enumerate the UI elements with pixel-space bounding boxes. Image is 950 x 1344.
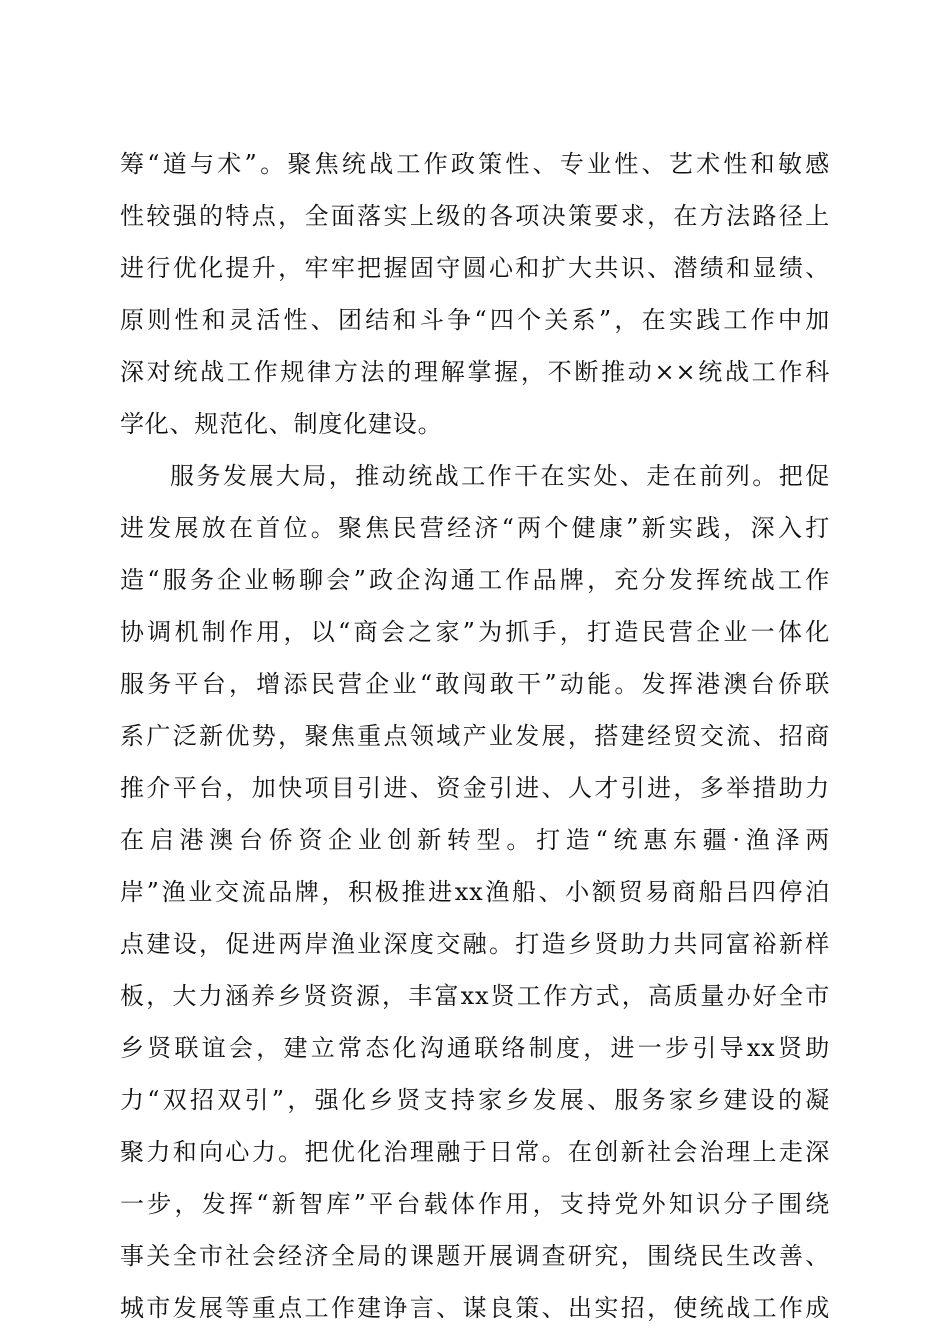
text-line: 筹“道与术”。聚焦统战工作政策性、专业性、艺术性和敏感 bbox=[120, 150, 830, 178]
text-line: 城市发展等重点工作建诤言、谋良策、出实招，使统战工作成 bbox=[120, 1294, 830, 1322]
text-line: 点建设，促进两岸渔业深度交融。打造乡贤助力共同富裕新样 bbox=[120, 930, 830, 958]
text-line: 服务平台，增添民营企业“敢闯敢干”动能。发挥港澳台侨联 bbox=[120, 670, 830, 698]
text-line: 事关全市社会经济全局的课题开展调查研究，围绕民生改善、 bbox=[120, 1242, 830, 1270]
text-line: 造“服务企业畅聊会”政企沟通工作品牌，充分发挥统战工作 bbox=[120, 566, 830, 594]
text-line: 性较强的特点，全面落实上级的各项决策要求，在方法路径上 bbox=[120, 202, 830, 230]
paragraph-first-line: 服务发展大局，推动统战工作干在实处、走在前列。把促 bbox=[170, 462, 830, 490]
text-line: 系广泛新优势，聚焦重点领域产业发展，搭建经贸交流、招商 bbox=[120, 722, 830, 750]
text-line: 在启港澳台侨资企业创新转型。打造“统惠东疆·渔泽两 bbox=[120, 826, 830, 854]
text-line: 乡贤联谊会，建立常态化沟通联络制度，进一步引导xx贤助 bbox=[120, 1034, 830, 1062]
text-line: 板，大力涵养乡贤资源，丰富xx贤工作方式，高质量办好全市 bbox=[120, 982, 830, 1010]
text-line: 学化、规范化、制度化建设。 bbox=[120, 410, 443, 438]
text-line: 力“双招双引”，强化乡贤支持家乡发展、服务家乡建设的凝 bbox=[120, 1086, 830, 1114]
text-line: 协调机制作用，以“商会之家”为抓手，打造民营企业一体化 bbox=[120, 618, 830, 646]
text-line: 进行优化提升，牢牢把握固守圆心和扩大共识、潜绩和显绩、 bbox=[120, 254, 830, 282]
text-line: 推介平台，加快项目引进、资金引进、人才引进，多举措助力 bbox=[120, 774, 830, 802]
text-line: 原则性和灵活性、团结和斗争“四个关系”，在实践工作中加 bbox=[120, 306, 830, 334]
text-line: 一步，发挥“新智库”平台载体作用，支持党外知识分子围绕 bbox=[120, 1190, 830, 1218]
text-line: 聚力和向心力。把优化治理融于日常。在创新社会治理上走深 bbox=[120, 1138, 830, 1166]
text-line: 岸”渔业交流品牌，积极推进xx渔船、小额贸易商船吕四停泊 bbox=[120, 878, 830, 906]
body-text bbox=[120, 138, 830, 1334]
text-line: 进发展放在首位。聚焦民营经济“两个健康”新实践，深入打 bbox=[120, 514, 830, 542]
text-line: 深对统战工作规律方法的理解掌握，不断推动××统战工作科 bbox=[120, 358, 830, 386]
